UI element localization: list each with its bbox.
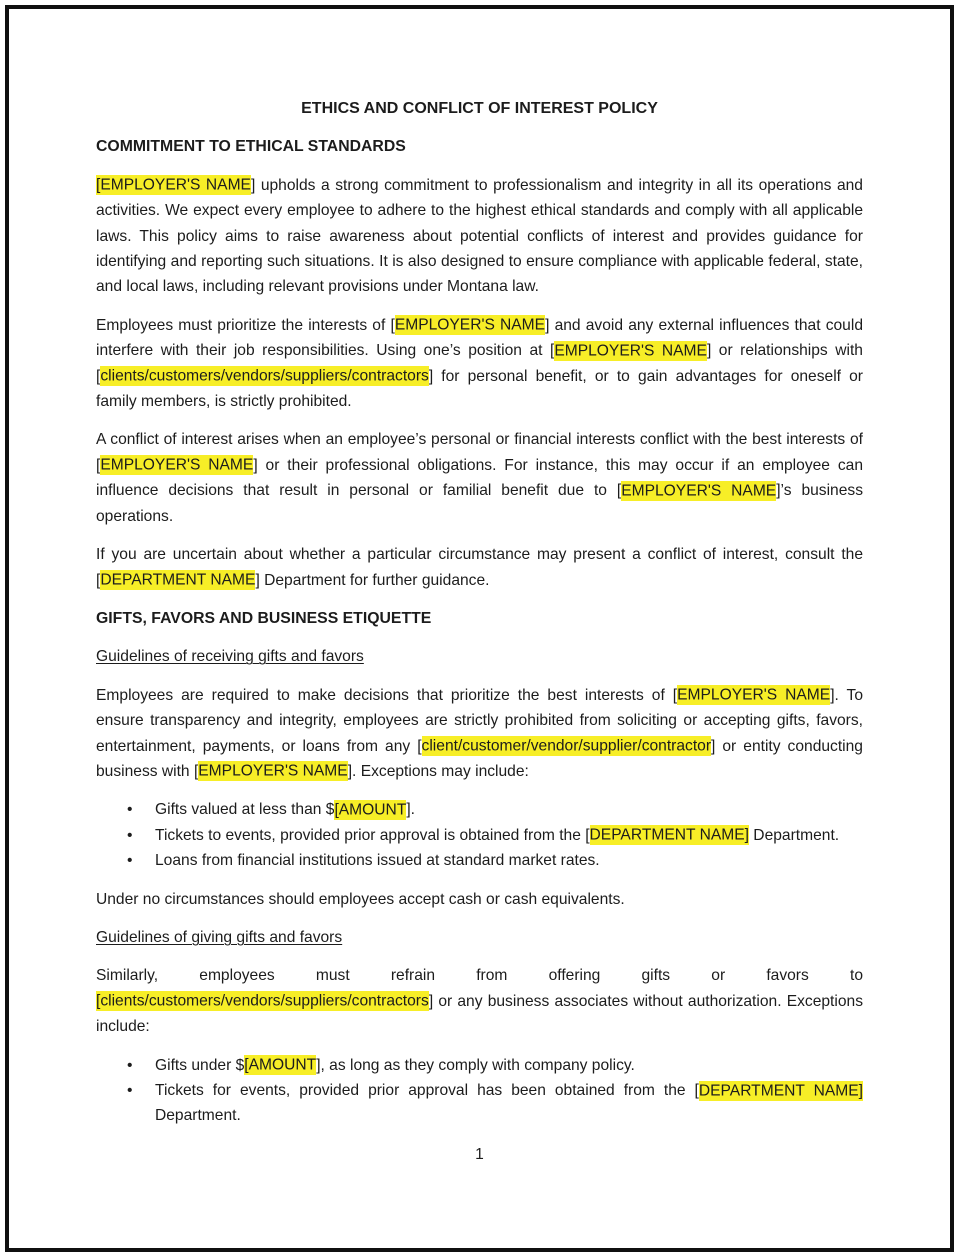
text-run: Gifts valued at less than $ — [155, 801, 335, 819]
paragraph-commitment-1 — [96, 173, 863, 300]
paragraph-uncertain-consult — [96, 542, 863, 593]
text-run: Similarly, employees must refrain from offering gifts or favors to — [96, 967, 863, 985]
text-run: ] or any business associates without authorization. Exceptions include: — [96, 992, 863, 1036]
subheading-giving-gifts: Guidelines of giving gifts and favors — [96, 928, 343, 946]
text-run: ] and avoid any external influences that could interfere with their job responsibilities. Using one’s position at [ — [96, 316, 863, 360]
page-number: 1 — [475, 1145, 484, 1163]
placeholder-field: DEPARTMENT NAME] — [698, 1082, 863, 1099]
text-run: Department. — [748, 826, 840, 844]
text-run: ]. — [406, 801, 416, 819]
document-title: ETHICS AND CONFLICT OF INTEREST POLICY — [301, 100, 658, 117]
list-item — [96, 823, 863, 848]
text-run: Tickets for events, provided prior approval has been obtained from the [ — [155, 1082, 699, 1099]
paragraph-commitment-2 — [96, 313, 863, 415]
list-receiving-exceptions — [96, 797, 863, 873]
subheading-receiving-gifts: Guidelines of receiving gifts and favors — [96, 648, 364, 666]
text-run: ] for personal benefit, or to gain advantages for oneself or family members, is strictly prohibited. — [96, 367, 863, 411]
placeholder-field: EMPLOYER'S NAME — [394, 316, 546, 334]
bullet-icon — [127, 823, 132, 848]
text-run: Tickets to events, provided prior approval is obtained from the [ — [155, 826, 590, 844]
text-run: Department. — [155, 1107, 241, 1125]
text-run: Gifts under $ — [155, 1056, 245, 1074]
placeholder-field: EMPLOYER'S NAME — [621, 482, 777, 500]
text-run: Under no circumstances should employees accept cash or cash equivalents. — [96, 890, 625, 908]
text-run: ] or relationships with [ — [96, 342, 863, 385]
heading-gifts-favors-etiquette: GIFTS, FAVORS AND BUSINESS ETIQUETTE — [96, 609, 432, 627]
text-run: If you are uncertain about whether a particular circumstance may present a conflict of interest, consult the [ — [96, 546, 863, 589]
text-run: ] or entity conducting business with [ — [96, 737, 863, 780]
list-giving-exceptions — [96, 1053, 863, 1129]
placeholder-field: EMPLOYER'S NAME — [554, 342, 707, 360]
placeholder-field: [AMOUNT — [244, 1056, 317, 1074]
bullet-icon — [127, 1078, 132, 1103]
text-run: A conflict of interest arises when an employee’s personal or financial interests conflict with the best interests of [ — [96, 431, 863, 474]
document-body — [96, 134, 863, 1128]
list-item — [96, 1053, 863, 1078]
text-run: ] Department for further guidance. — [255, 571, 490, 589]
list-item — [96, 848, 863, 873]
text-run: ]’s business operations. — [96, 482, 863, 525]
bullet-icon — [127, 797, 132, 822]
bullet-icon — [127, 1053, 132, 1078]
text-run: Loans from financial institutions issued at standard market rates. — [155, 852, 600, 870]
placeholder-field: EMPLOYER'S NAME — [677, 686, 831, 704]
text-run: Employees are required to make decisions that prioritize the best interests of [ — [96, 686, 678, 704]
list-item — [96, 797, 863, 822]
paragraph-receiving-gifts — [96, 683, 863, 785]
placeholder-field: DEPARTMENT NAME] — [589, 826, 749, 844]
text-run: ]. To ensure transparency and integrity, employees are strictly prohibited from soliciting or accepting gifts, favors, entertainment, payments, or loans from any [ — [96, 686, 864, 755]
heading-commitment-to-ethical-standards: COMMITMENT TO ETHICAL STANDARDS — [96, 138, 406, 156]
text-run: ] or their professional obligations. For instance, this may occur if an employee can influence decisions that result in personal or familial benefit due to [ — [96, 456, 863, 500]
placeholder-field: EMPLOYER'S NAME — [100, 456, 254, 474]
placeholder-field: clients/customers/vendors/suppliers/contractors — [100, 367, 429, 385]
placeholder-field: client/customer/vendor/supplier/contractor — [421, 737, 712, 755]
placeholder-field: EMPLOYER'S NAME — [198, 762, 348, 780]
text-run: ] upholds a strong commitment to professionalism and integrity in all its operations and activities. We expect every employee to adhere to the highest ethical standards and comply with all applicable laws. This policy aims to raise awareness about potential conflicts of interest and provides guidance for identifying and reporting such situations. It is also designed to ensure compliance with applicable federal, state, and local laws, including relevant provisions under Montana law. — [96, 176, 863, 296]
paragraph-giving-gifts — [96, 963, 863, 1039]
paragraph-no-cash — [96, 887, 863, 912]
list-item — [96, 1078, 863, 1129]
placeholder-field: [clients/customers/vendors/suppliers/contractors — [96, 992, 429, 1010]
text-run: ], as long as they comply with company policy. — [316, 1056, 635, 1074]
placeholder-field: [AMOUNT — [334, 801, 407, 819]
text-run: ]. Exceptions may include: — [347, 762, 529, 780]
paragraph-conflict-definition — [96, 427, 863, 529]
placeholder-field: DEPARTMENT NAME — [100, 571, 256, 589]
text-run: Employees must prioritize the interests of [ — [96, 316, 395, 334]
placeholder-field: [EMPLOYER'S NAME — [96, 176, 251, 194]
bullet-icon — [127, 848, 132, 873]
document-content — [96, 96, 863, 1167]
